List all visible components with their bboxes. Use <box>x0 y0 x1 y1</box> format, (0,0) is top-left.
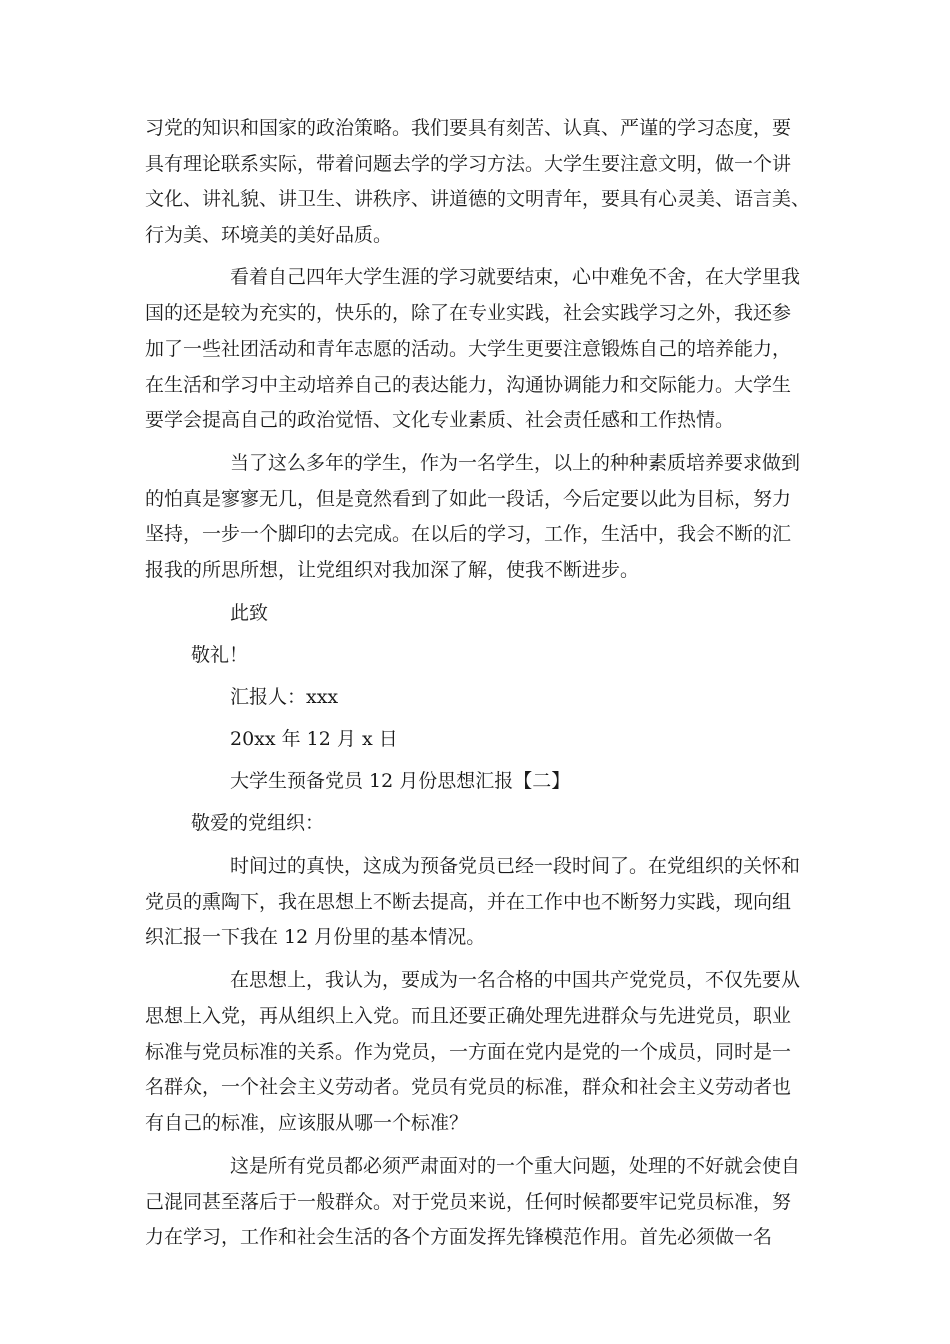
paragraph-line: 行为美、环境美的美好品质。 <box>145 224 393 246</box>
paragraph-line: 在生活和学习中主动培养自己的表达能力，沟通协调能力和交际能力。大学生 <box>145 374 792 396</box>
paragraph-line: 时间过的真快，这成为预备党员已经一段时间了。在党组织的关怀和 <box>230 855 801 877</box>
closing-salutation: 此致 <box>230 602 269 624</box>
reporter-line: 汇报人：xxx <box>230 686 339 708</box>
greeting-line: 敬爱的党组织： <box>191 812 325 834</box>
paragraph-line: 当了这么多年的学生，作为一名学生，以上的种种素质培养要求做到 <box>230 452 801 474</box>
closing-regards: 敬礼！ <box>191 644 249 666</box>
paragraph-line: 在思想上，我认为，要成为一名合格的中国共产党党员，不仅先要从 <box>230 969 801 991</box>
paragraph-line: 要学会提高自己的政治觉悟、文化专业素质、社会责任感和工作热情。 <box>145 409 735 431</box>
paragraph-line: 国的还是较为充实的，快乐的，除了在专业实践，社会实践学习之外，我还参 <box>145 302 792 324</box>
paragraph-line: 标准与党员标准的关系。作为党员，一方面在党内是党的一个成员，同时是一 <box>145 1041 792 1063</box>
paragraph-line: 己混同甚至落后于一般群众。对于党员来说，任何时候都要牢记党员标准，努 <box>145 1191 792 1213</box>
section-title: 大学生预备党员 12 月份思想汇报【二】 <box>230 770 571 792</box>
date-line: 20xx 年 12 月 x 日 <box>230 728 398 750</box>
paragraph-line: 习党的知识和国家的政治策略。我们要具有刻苦、认真、严谨的学习态度，要 <box>145 117 792 139</box>
paragraph-line: 思想上入党，再从组织上入党。而且还要正确处理先进群众与先进党员，职业 <box>145 1005 792 1027</box>
paragraph-line: 党员的熏陶下，我在思想上不断去提高，并在工作中也不断努力实践，现向组 <box>145 891 792 913</box>
paragraph-line: 加了一些社团活动和青年志愿的活动。大学生更要注意锻炼自己的培养能力， <box>145 338 792 360</box>
paragraph-line: 力在学习，工作和社会生活的各个方面发挥先锋模范作用。首先必须做一名 <box>145 1226 773 1248</box>
paragraph-line: 织汇报一下我在 12 月份里的基本情况。 <box>145 926 486 948</box>
paragraph-line: 报我的所思所想，让党组织对我加深了解，使我不断进步。 <box>145 559 640 581</box>
paragraph-line: 名群众，一个社会主义劳动者。党员有党员的标准，群众和社会主义劳动者也 <box>145 1076 792 1098</box>
paragraph-line: 有自己的标准，应该服从哪一个标准？ <box>145 1112 469 1134</box>
paragraph-line: 看着自己四年大学生涯的学习就要结束，心中难免不舍，在大学里我 <box>230 266 801 288</box>
paragraph-line: 的怕真是寥寥无几，但是竟然看到了如此一段话，今后定要以此为目标，努力 <box>145 488 792 510</box>
paragraph-line: 具有理论联系实际，带着问题去学的学习方法。大学生要注意文明，做一个讲 <box>145 153 792 175</box>
paragraph-line: 文化、讲礼貌、讲卫生、讲秩序、讲道德的文明青年，要具有心灵美、语言美、 <box>145 188 811 210</box>
paragraph-line: 这是所有党员都必须严肃面对的一个重大问题，处理的不好就会使自 <box>230 1155 801 1177</box>
paragraph-line: 坚持，一步一个脚印的去完成。在以后的学习，工作，生活中，我会不断的汇 <box>145 523 792 545</box>
